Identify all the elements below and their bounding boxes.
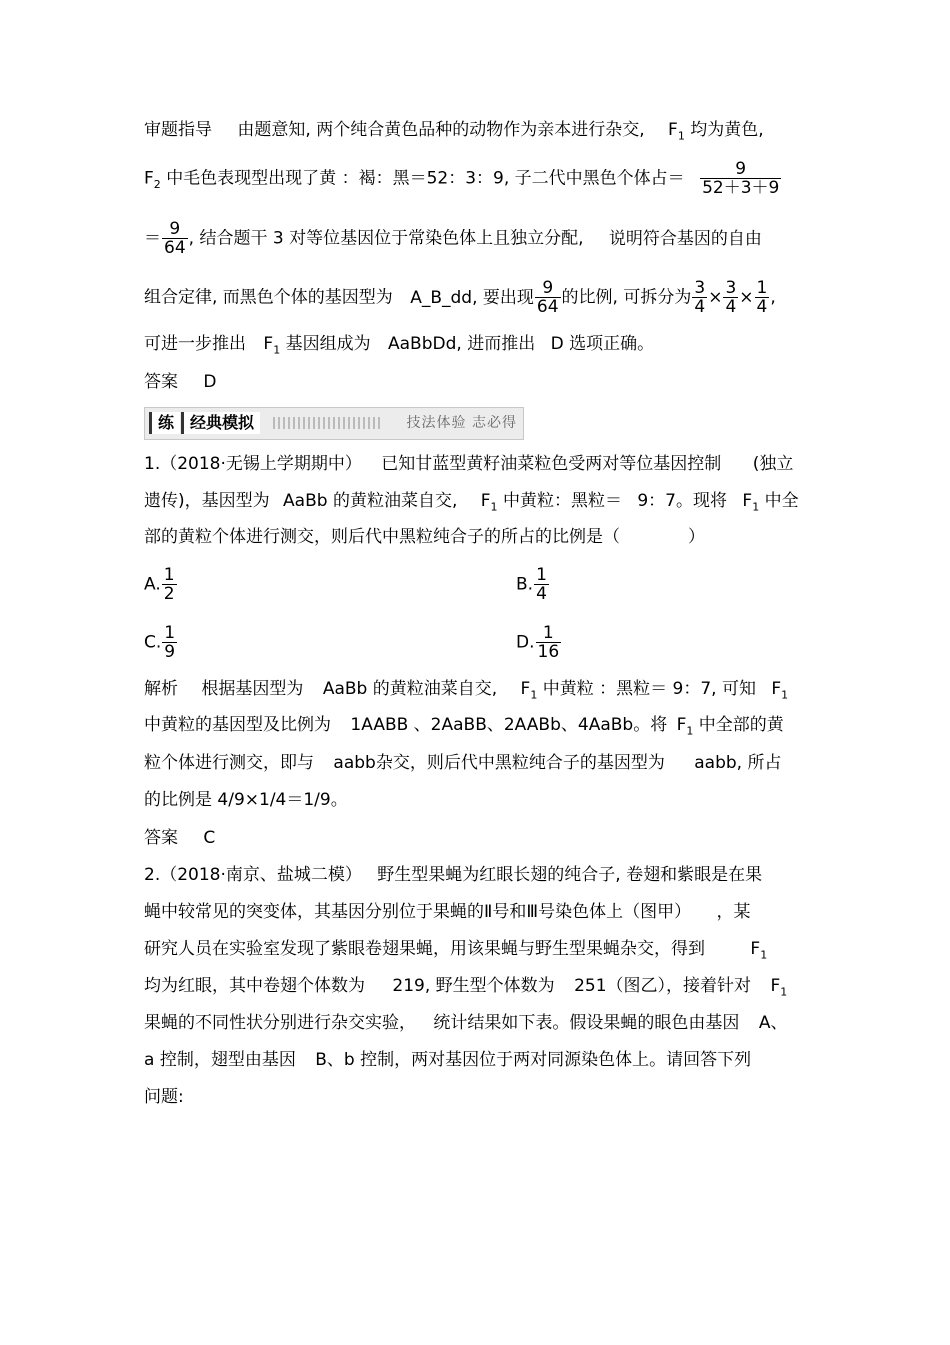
q1-line-1: 1.（2018·无锡上学期期中） 已知甘蓝型黄籽油菜粒色受两对等位基因控制 (独立 xyxy=(144,454,794,474)
q2-line-4: 均为红眼，其中卷翅个体数为 219, 野生型个体数为 251（图乙），接着针对 $F_1$ xyxy=(144,976,788,999)
banner-tag-title: 经典模拟 xyxy=(181,412,260,434)
fraction: $\frac{9}{64}$ xyxy=(164,219,186,258)
q2-line-7: 问题: xyxy=(144,1087,184,1107)
q2-line-2: 蝇中较常见的突变体，其基因分别位于果蝇的Ⅱ号和Ⅲ号染色体上（图甲） ，某 xyxy=(144,902,751,922)
option-c[interactable]: C. $\frac{1}{9}$ xyxy=(144,623,176,662)
fraction: $\frac{9}{52+3+9}$ xyxy=(702,159,780,198)
fraction: $\frac{9}{64}$ xyxy=(536,278,559,317)
analysis-line-5: 可进一步推出 $F_1$ 基因组成为 AaBbDd, 进而推出 D 选项正确。 xyxy=(144,334,655,357)
answer-value: C xyxy=(203,828,216,848)
answer-line xyxy=(144,371,217,393)
q1-solution-line-2: 中黄粒的基因型及比例为 1AABB 、2AaBB、2AABb、4AaBb。将 $F_1$ 中全部的黄 xyxy=(144,715,784,738)
answer-label: 答案 xyxy=(144,828,178,848)
option-a[interactable]: A. $\frac{1}{2}$ xyxy=(144,565,175,604)
option-d[interactable]: D. $\frac{1}{16}$ xyxy=(516,623,560,662)
analysis-line-2: $F_2$ 中毛色表现型出现了黄 ：褐：黑＝52：3：9, 子二代中黑色个体占＝ $\frac{9}{52+3+9}$ xyxy=(144,159,780,198)
analysis-line-4: 组合定律, 而黑色个体的基因型为 A_B_dd, 要出现 $\frac{9}{64}$ 的比例, 可拆分为 $\frac{3}{4}$ × $\frac{3}{4}$ × $\frac{1}{4}$ , xyxy=(144,278,776,317)
banner-right-text: 技法体验 志必得 xyxy=(406,415,517,431)
q2-line-5: 果蝇的不同性状分别进行杂交实验， 统计结果如下表。假设果蝇的眼色由基因 A、 xyxy=(144,1013,788,1033)
fraction: $\frac{1}{2}$ xyxy=(163,565,175,604)
q1-solution-line-3: 粒个体进行测交，即与 aabb杂交，则后代中黑粒纯合子的基因型为 aabb, 所占 xyxy=(144,753,782,773)
answer-label: 答案 xyxy=(144,372,178,392)
banner-tag-lian: 练 xyxy=(149,412,180,434)
q1-solution-line-1: 解析 根据基因型为 AaBb 的黄粒油菜自交, $F_1$ 中黄粒 ：黑粒＝ 9：7, 可知 $F_1$ xyxy=(144,679,789,702)
q1-line-2: 遗传)，基因型为 AaBb 的黄粒油菜自交, $F_1$ 中黄粒：黑粒＝ 9：7。现将 $F_1$ 中全 xyxy=(144,491,799,514)
analysis-line-3: ＝ $\frac{9}{64}$ , 结合题干 3 对等位基因位于常染色体上且独立分配, 说明符合基因的自由 xyxy=(144,219,762,258)
q2-line-3: 研究人员在实验室发现了紫眼卷翅果蝇，用该果蝇与野生型果蝇杂交，得到 $F_1$ xyxy=(144,939,768,962)
q2-line-1: 2.（2018·南京、盐城二模） 野生型果蝇为红眼长翅的纯合子, 卷翅和紫眼是在果 xyxy=(144,865,763,885)
q1-solution-line-4: 的比例是 4/9×1/4＝1/9。 xyxy=(144,790,348,810)
fraction: $\frac{1}{4}$ xyxy=(756,278,768,317)
q2-line-6: a 控制，翅型由基因 B、b 控制，两对基因位于两对同源染色体上。请回答下列 xyxy=(144,1050,752,1070)
fraction: $\frac{3}{4}$ xyxy=(694,278,706,317)
label-jiexi: 解析 xyxy=(144,679,178,699)
answer-value: D xyxy=(203,372,217,392)
section-banner xyxy=(144,407,524,440)
fraction: $\frac{1}{16}$ xyxy=(537,623,560,662)
label-shenti: 审题指导 xyxy=(144,120,212,140)
fraction: $\frac{1}{9}$ xyxy=(164,623,176,662)
banner-stripe xyxy=(273,417,383,429)
q1-line-3: 部的黄粒个体进行测交，则后代中黑粒纯合子的所占的比例是（ ） xyxy=(144,527,705,547)
fraction: $\frac{3}{4}$ xyxy=(725,278,737,317)
q1-answer-line xyxy=(144,827,215,849)
analysis-line-1: 审题指导 由题意知, 两个纯合黄色品种的动物作为亲本进行杂交, $F_1$ 均为黄色, xyxy=(144,120,764,143)
fraction: $\frac{1}{4}$ xyxy=(536,565,547,604)
option-b[interactable]: B. $\frac{1}{4}$ xyxy=(516,565,547,604)
